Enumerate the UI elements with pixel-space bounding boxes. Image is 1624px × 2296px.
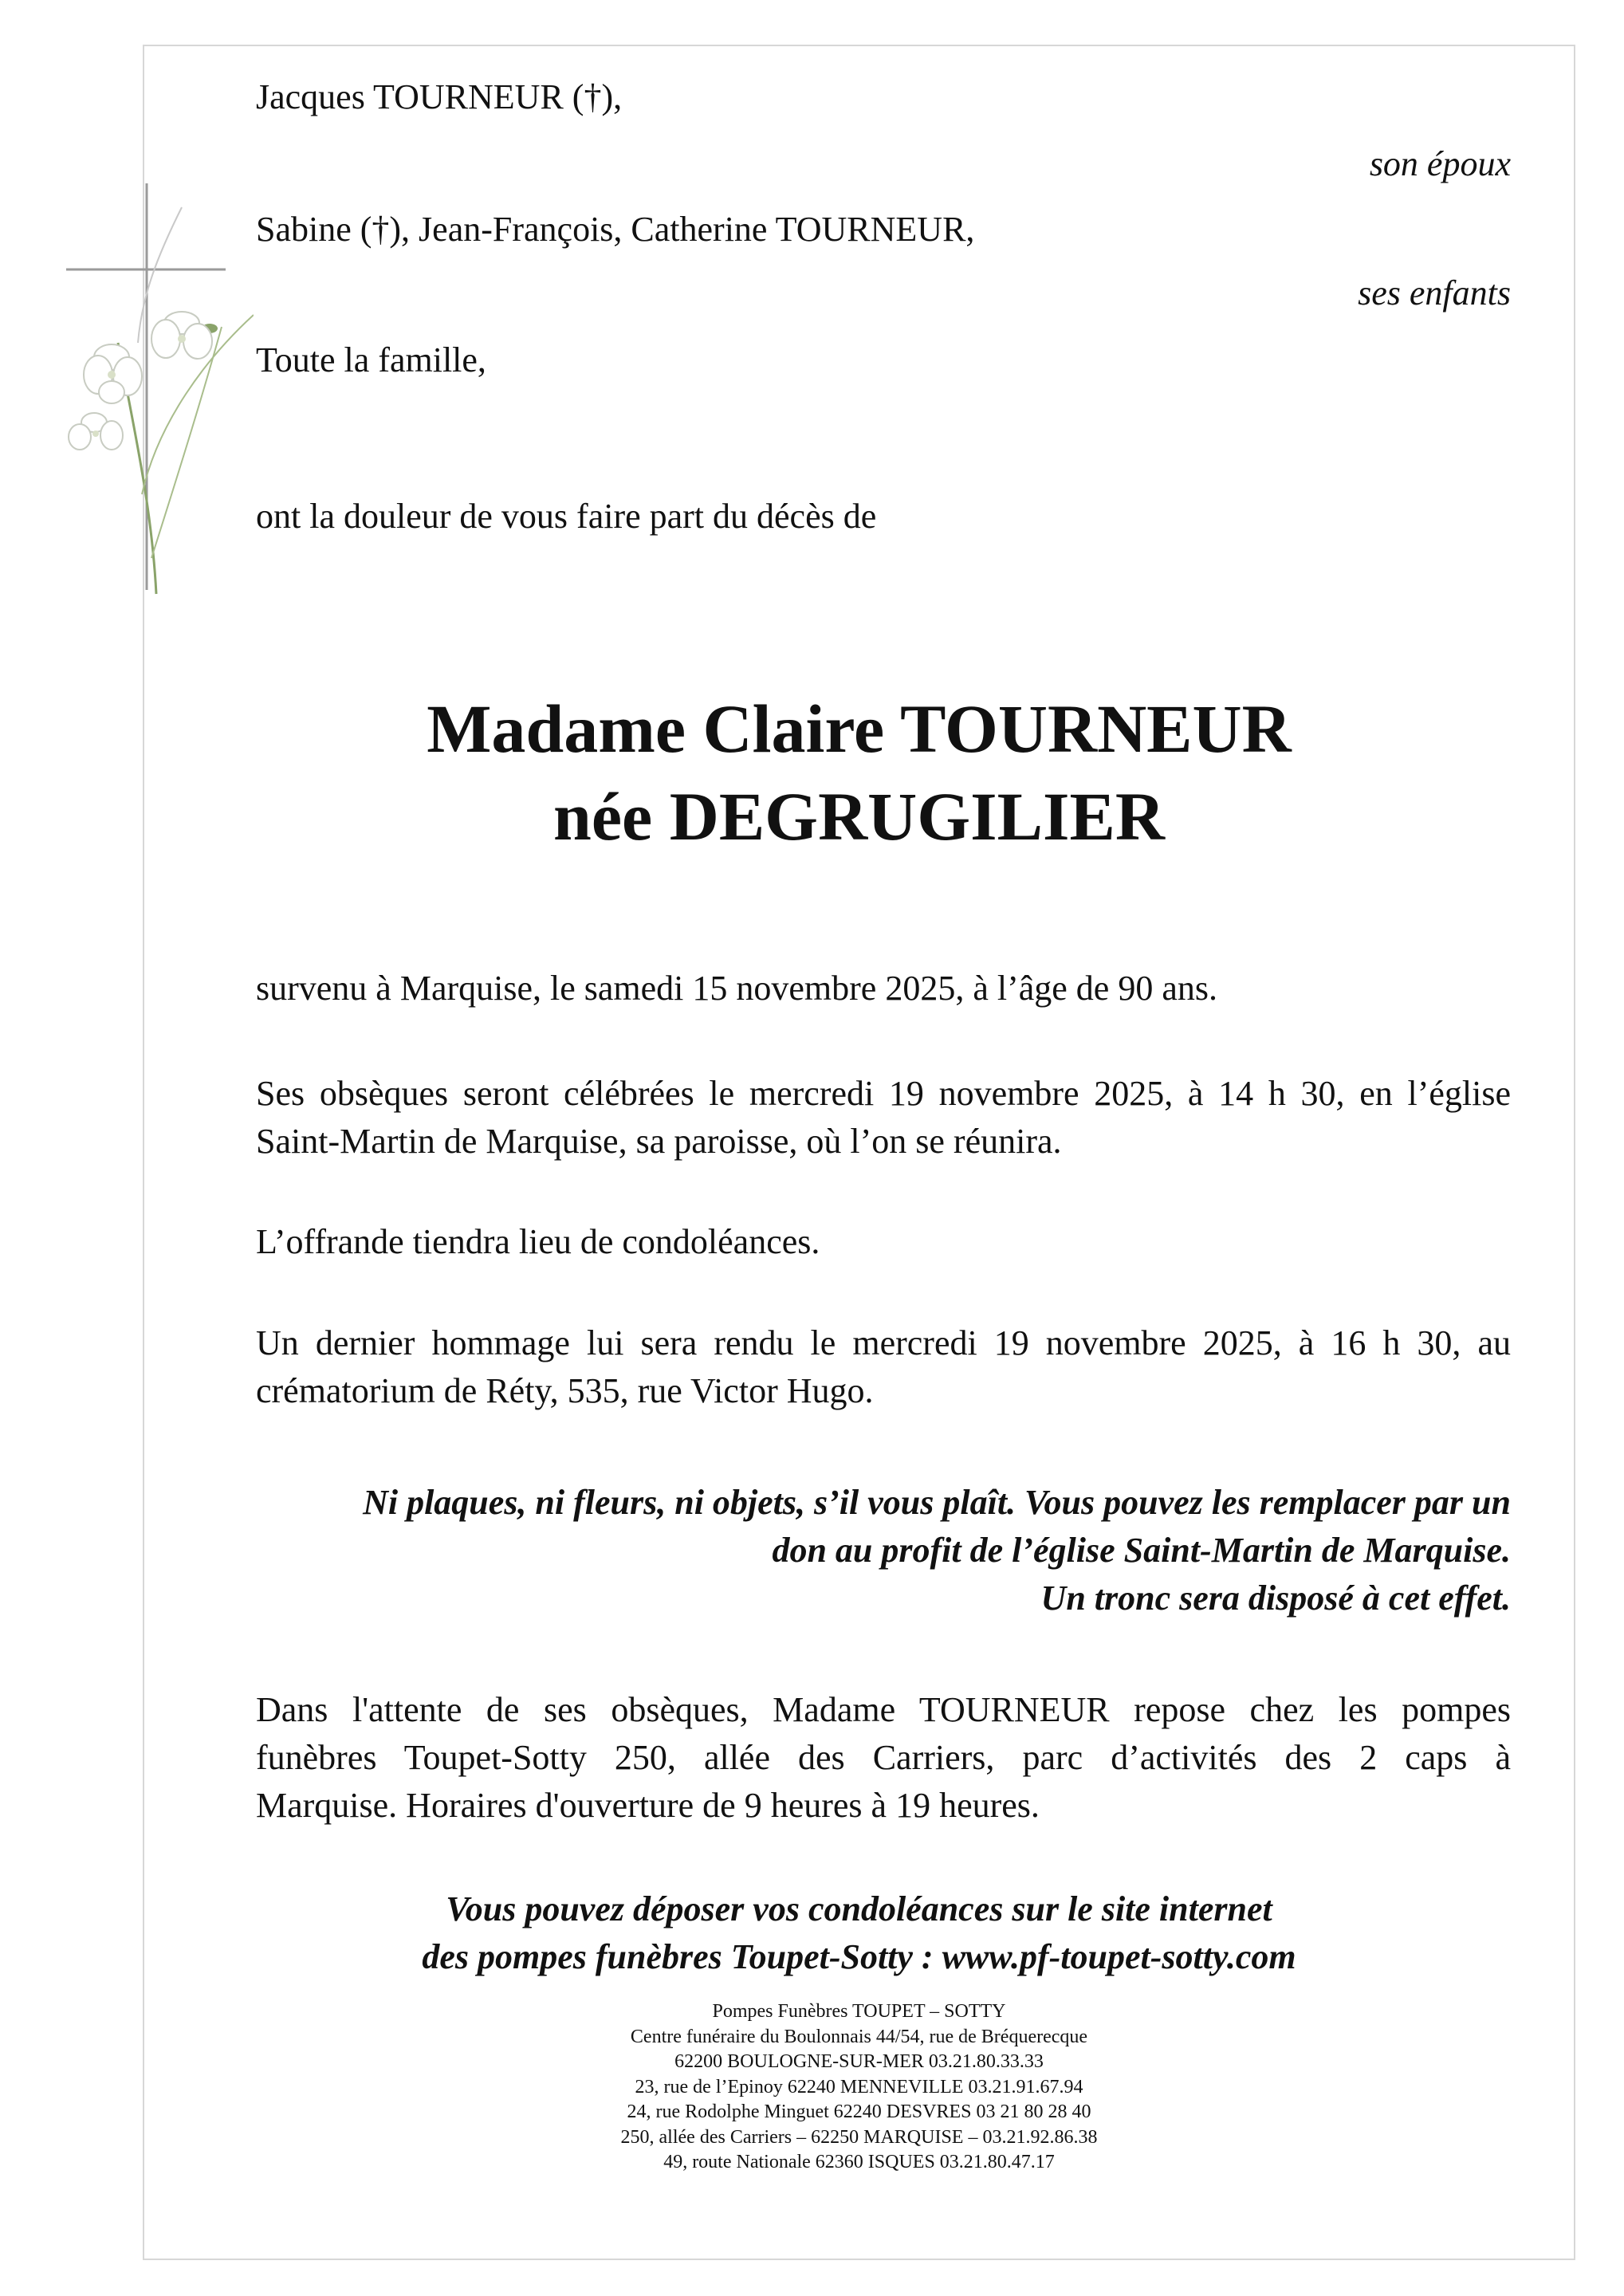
visitation-line-2: funèbres Toupet-Sotty 250, allée des Carriers, parc d’activités des 2 caps à: [256, 1738, 1511, 1777]
funeral-line-1: Ses obsèques seront célébrées le mercredi 19 novembre 2025, à 14 h 30, en l’église: [256, 1074, 1511, 1113]
husband-role: son époux: [1369, 144, 1511, 183]
website-line-2: des pompes funèbres Toupet-Sotty : www.pf-toupet-sotty.com: [422, 1937, 1296, 1976]
children-role: ses enfants: [1358, 273, 1511, 313]
website-line-1: Vous pouvez déposer vos condoléances sur le site internet: [446, 1889, 1272, 1928]
funeral-home-footer: [143, 1999, 1575, 2176]
death-statement: survenu à Marquise, le samedi 15 novembre 2025, à l’âge de 90 ans.: [256, 969, 1217, 1008]
notice-line-3: Un tronc sera disposé à cet effet.: [1040, 1578, 1511, 1618]
deceased-name: Madame Claire TOURNEUR: [427, 690, 1292, 767]
visitation-line-3: Marquise. Horaires d'ouverture de 9 heures à 19 heures.: [256, 1786, 1040, 1825]
footer-line: 62200 BOULOGNE-SUR-MER 03.21.80.33.33: [674, 2051, 1044, 2072]
footer-line: Centre funéraire du Boulonnais 44/54, rue de Bréquerecque: [630, 2026, 1088, 2047]
footer-line: 23, rue de l’Epinoy 62240 MENNEVILLE 03.21.91.67.94: [635, 2076, 1083, 2097]
tribute-line-1: Un dernier hommage lui sera rendu le mercredi 19 novembre 2025, à 16 h 30, au: [256, 1323, 1511, 1362]
notice-line-1: Ni plaques, ni fleurs, ni objets, s’il vous plaît. Vous pouvez les remplacer par un: [363, 1483, 1511, 1522]
announcement: ont la douleur de vous faire part du décès de: [256, 497, 877, 536]
children-names: Sabine (†), Jean-François, Catherine TOURNEUR,: [256, 210, 975, 249]
husband-name: Jacques TOURNEUR (†),: [256, 77, 623, 116]
footer-line: Pompes Funèbres TOUPET – SOTTY: [712, 2001, 1006, 2022]
footer-line: 250, allée des Carriers – 62250 MARQUISE – 03.21.92.86.38: [620, 2126, 1098, 2148]
tribute-line-2: crématorium de Réty, 535, rue Victor Hugo.: [256, 1371, 874, 1410]
family-line: Toute la famille,: [256, 340, 486, 379]
footer-line: 49, route Nationale 62360 ISQUES 03.21.80.47.17: [663, 2152, 1055, 2172]
offering-statement: L’offrande tiendra lieu de condoléances.: [256, 1222, 820, 1261]
funeral-line-2: Saint-Martin de Marquise, sa paroisse, où l’on se réunira.: [256, 1122, 1062, 1161]
deceased-maiden-name: née DEGRUGILIER: [553, 778, 1165, 855]
notice-line-2: don au profit de l’église Saint-Martin de Marquise.: [772, 1531, 1511, 1570]
visitation-line-1: Dans l'attente de ses obsèques, Madame TOURNEUR repose chez les pompes: [256, 1690, 1511, 1729]
cross-orchid-icon: [62, 159, 254, 606]
footer-line: 24, rue Rodolphe Minguet 62240 DESVRES 03 21 80 28 40: [627, 2101, 1091, 2122]
